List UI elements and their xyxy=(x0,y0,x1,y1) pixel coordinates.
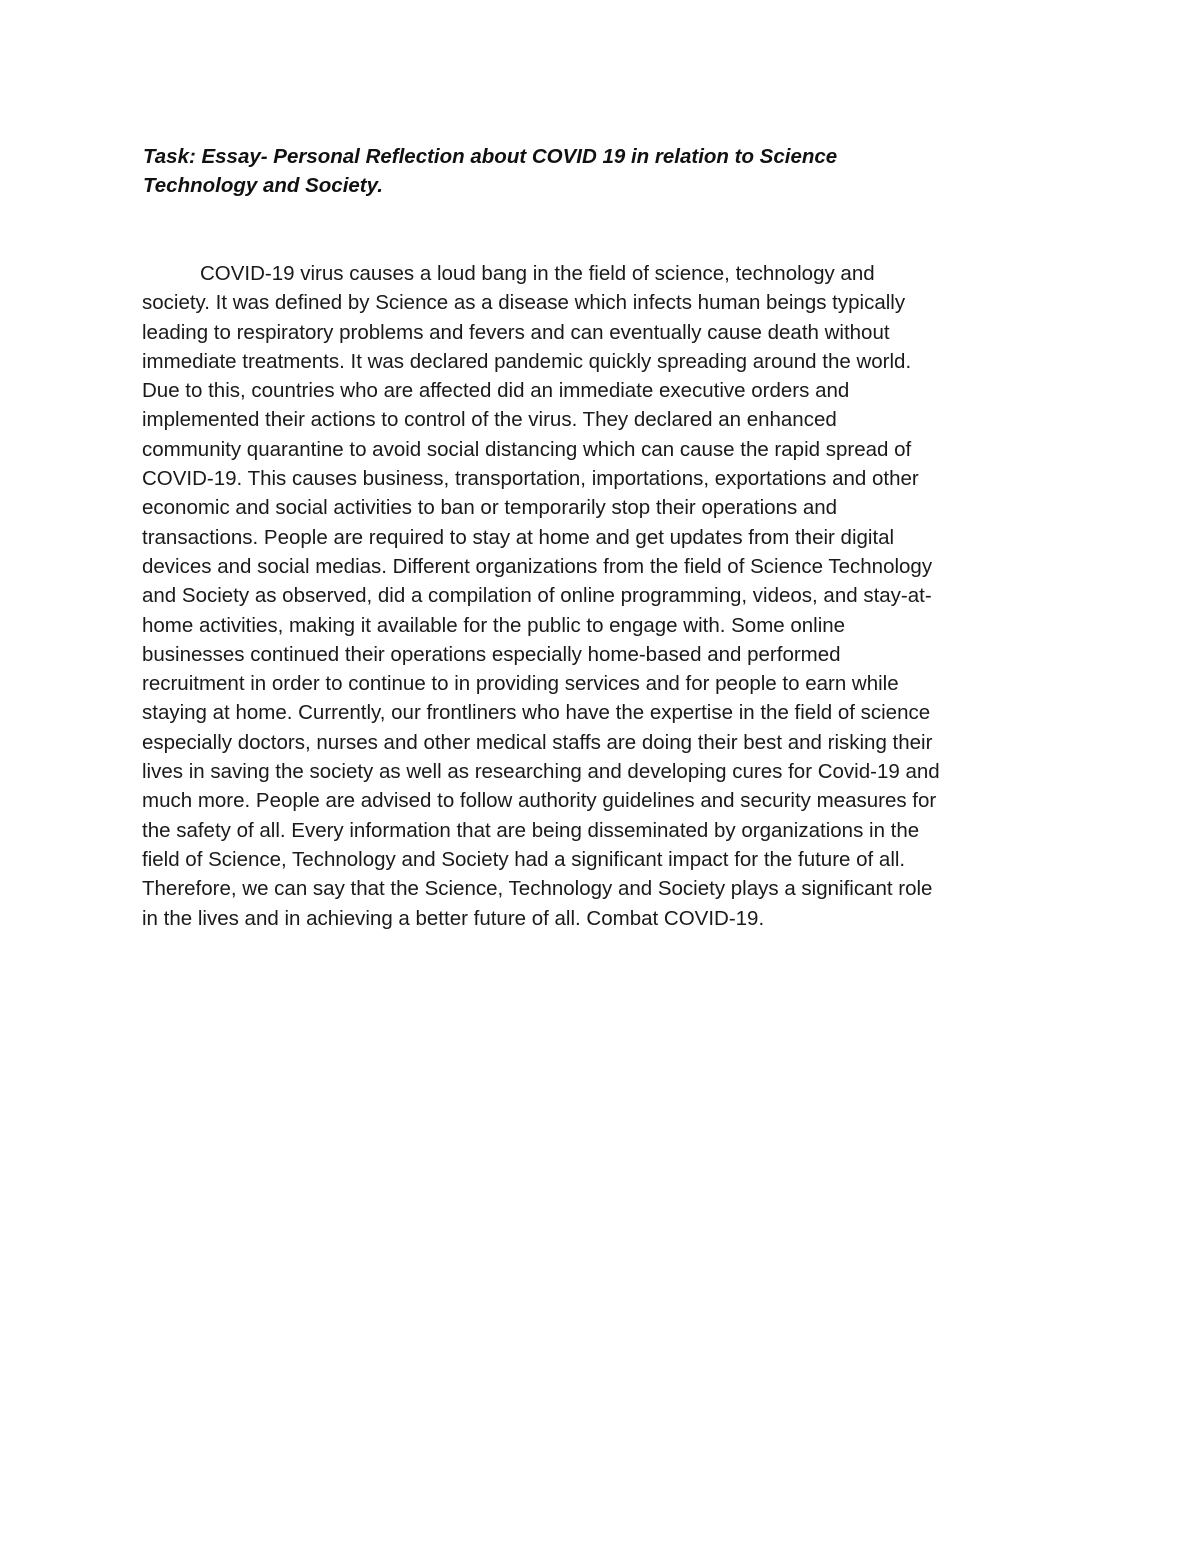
paragraph-line: especially doctors, nurses and other medical staffs are doing their best and risking their xyxy=(142,730,933,754)
paragraph-line: Due to this, countries who are affected did an immediate executive orders and xyxy=(142,379,850,403)
paragraph-line: home activities, making it available for the public to engage with. Some online xyxy=(142,613,846,637)
paragraph-line: leading to respiratory problems and fevers and can eventually cause death without xyxy=(142,320,890,344)
paragraph-line: much more. People are advised to follow authority guidelines and security measures for xyxy=(142,789,937,813)
paragraph-line: businesses continued their operations especially home-based and performed xyxy=(142,642,841,666)
paragraph-line: lives in saving the society as well as researching and developing cures for Covid-19 and xyxy=(142,760,940,784)
essay-title xyxy=(143,142,1023,200)
essay-title-line: Technology and Society. xyxy=(143,174,383,197)
paragraph-line: devices and social medias. Different organizations from the field of Science Technology xyxy=(142,554,933,578)
paragraph-line: society. It was defined by Science as a disease which infects human beings typically xyxy=(142,291,906,315)
paragraph-line: transactions. People are required to stay at home and get updates from their digital xyxy=(142,525,895,549)
essay-title-line: Task: Essay- Personal Reflection about COVID 19 in relation to Science xyxy=(143,145,838,168)
paragraph-line: immediate treatments. It was declared pandemic quickly spreading around the world. xyxy=(142,349,912,373)
essay-paragraph xyxy=(142,259,1082,933)
paragraph-line: recruitment in order to continue to in providing services and for people to earn while xyxy=(142,672,899,696)
paragraph-line: COVID-19. This causes business, transportation, importations, exportations and other xyxy=(142,467,919,491)
paragraph-line: in the lives and in achieving a better future of all. Combat COVID-19. xyxy=(142,906,765,930)
paragraph-line: implemented their actions to control of the virus. They declared an enhanced xyxy=(142,408,837,432)
paragraph-line: community quarantine to avoid social distancing which can cause the rapid spread of xyxy=(142,437,912,461)
paragraph-line: COVID-19 virus causes a loud bang in the field of science, technology and xyxy=(200,262,875,285)
paragraph-line: Therefore, we can say that the Science, Technology and Society plays a significant role xyxy=(142,877,933,901)
paragraph-line: economic and social activities to ban or temporarily stop their operations and xyxy=(142,496,838,520)
paragraph-line: staying at home. Currently, our frontliners who have the expertise in the field of science xyxy=(142,701,931,725)
paragraph-line: the safety of all. Every information that are being disseminated by organizations in the xyxy=(142,818,920,842)
paragraph-line: and Society as observed, did a compilation of online programming, videos, and stay-at- xyxy=(142,584,932,608)
paragraph-line: field of Science, Technology and Society had a significant impact for the future of all. xyxy=(142,847,906,871)
